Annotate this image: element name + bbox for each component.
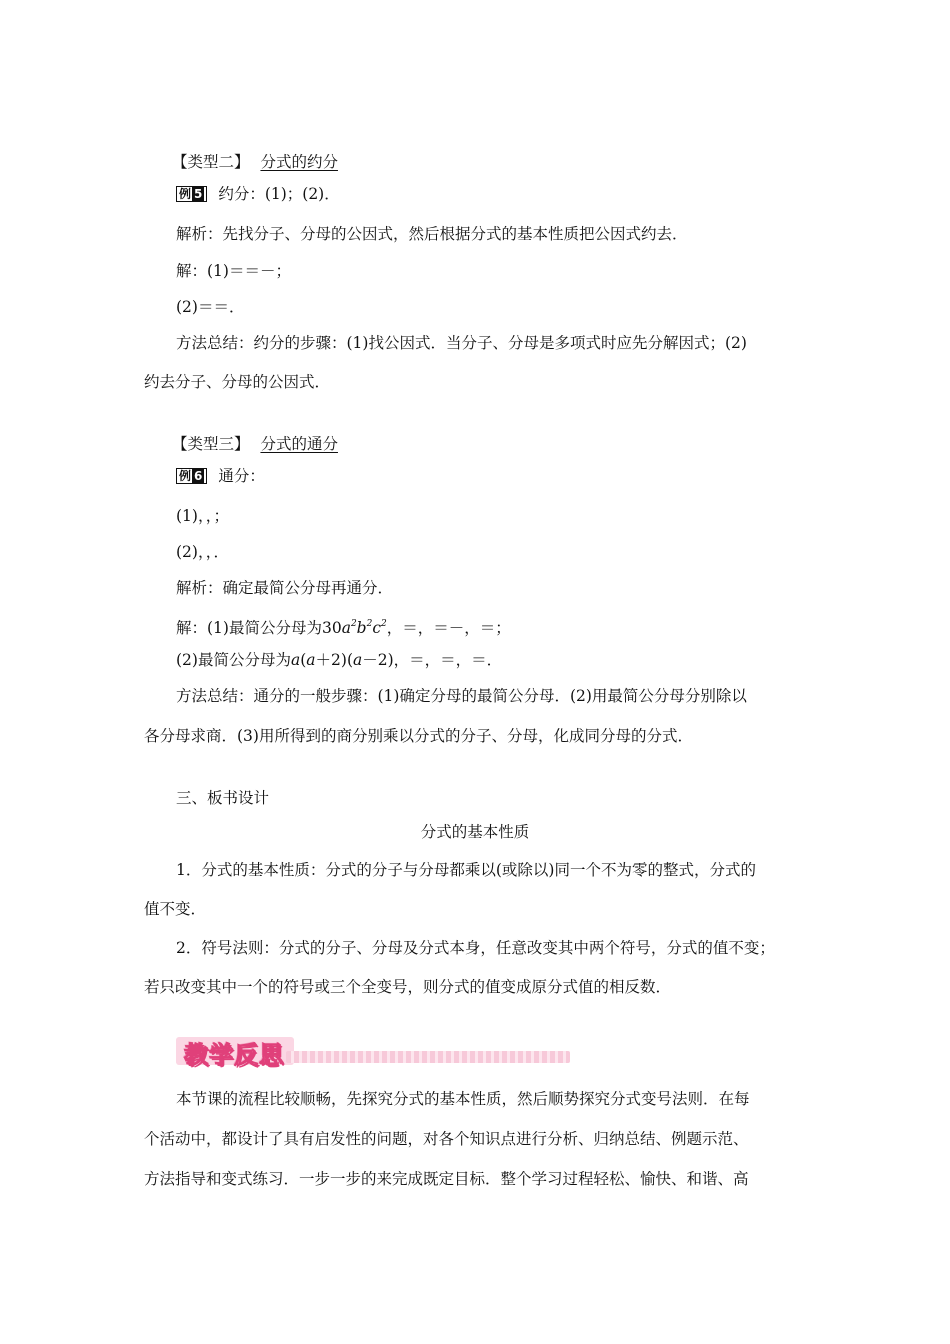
board-point-1-line-2: 值不变．	[144, 900, 207, 918]
example-5-method-line-1: 方法总结：约分的步骤：(1)找公因式．当分子、分母是多项式时应先分解因式；(2)	[176, 334, 747, 352]
type3-bracket: 【类型三】	[172, 435, 250, 453]
example-5-solution-2: (2)＝＝．	[176, 298, 245, 316]
type3-heading	[172, 434, 338, 454]
board-point-2-line-1: 2．符号法则：分式的分子、分母及分式本身，任意改变其中两个符号，分式的值不变；	[176, 939, 775, 957]
example-6-question-2: (2)，，．	[176, 543, 229, 561]
type2-title: 分式的约分	[260, 153, 338, 171]
reflection-line-2: 个活动中，都设计了具有启发性的问题，对各个知识点进行分析、归纳总结、例题示范、	[144, 1130, 749, 1148]
example-6-text: 通分：	[218, 467, 265, 485]
type2-heading	[172, 152, 338, 172]
example-5-method-line-2: 约去分子、分母的公因式．	[144, 373, 331, 391]
teaching-reflection-title: 教学反思	[184, 1041, 284, 1069]
example-6-solution-1: 解：(1)最简公分母为$30a^2b^2c^2$，＝，＝－，＝；	[176, 619, 511, 637]
board-point-2-line-2: 若只改变其中一个的符号或三个全变号，则分式的值变成原分式值的相反数．	[144, 978, 672, 996]
example-5-solution-1: 解：(1)＝＝－；	[176, 262, 291, 280]
example-6-method-line-2: 各分母求商．(3)用所得到的商分别乘以分式的分子、分母，化成同分母的分式．	[144, 727, 693, 745]
type3-title: 分式的通分	[260, 435, 338, 453]
board-design-title: 分式的基本性质	[420, 823, 530, 841]
example-6-solution-2: (2)最简公分母为a(a＋2)(a－2)，＝，＝，＝．	[176, 651, 503, 669]
example-6	[176, 466, 265, 486]
type2-bracket: 【类型二】	[172, 153, 250, 171]
example-6-analysis: 解析：确定最简公分母再通分．	[176, 579, 394, 597]
example-5-text: 约分：(1)；(2)．	[218, 185, 340, 203]
board-point-1-line-1: 1．分式的基本性质：分式的分子与分母都乘以(或除以)同一个不为零的整式，分式的	[176, 861, 756, 879]
banner-dotted-bar	[286, 1051, 570, 1063]
example-6-question-1: (1)，，；	[176, 507, 229, 525]
reflection-line-3: 方法指导和变式练习．一步一步的来完成既定目标．整个学习过程轻松、愉快、和谐、高	[144, 1170, 749, 1188]
example-5-analysis: 解析：先找分子、分母的公因式，然后根据分式的基本性质把公因式约去．	[176, 225, 688, 243]
teaching-reflection-banner	[176, 1033, 570, 1067]
reflection-line-1: 本节课的流程比较顺畅，先探究分式的基本性质，然后顺势探究分式变号法则．在每	[176, 1090, 750, 1108]
board-design-heading: 三、板书设计	[176, 789, 270, 807]
example-5	[176, 184, 340, 204]
example-5-badge: 例 5	[176, 186, 207, 202]
example-6-method-line-1: 方法总结：通分的一般步骤：(1)确定分母的最简公分母．(2)用最简公分母分别除以	[176, 687, 747, 705]
example-6-badge: 例 6	[176, 468, 207, 484]
